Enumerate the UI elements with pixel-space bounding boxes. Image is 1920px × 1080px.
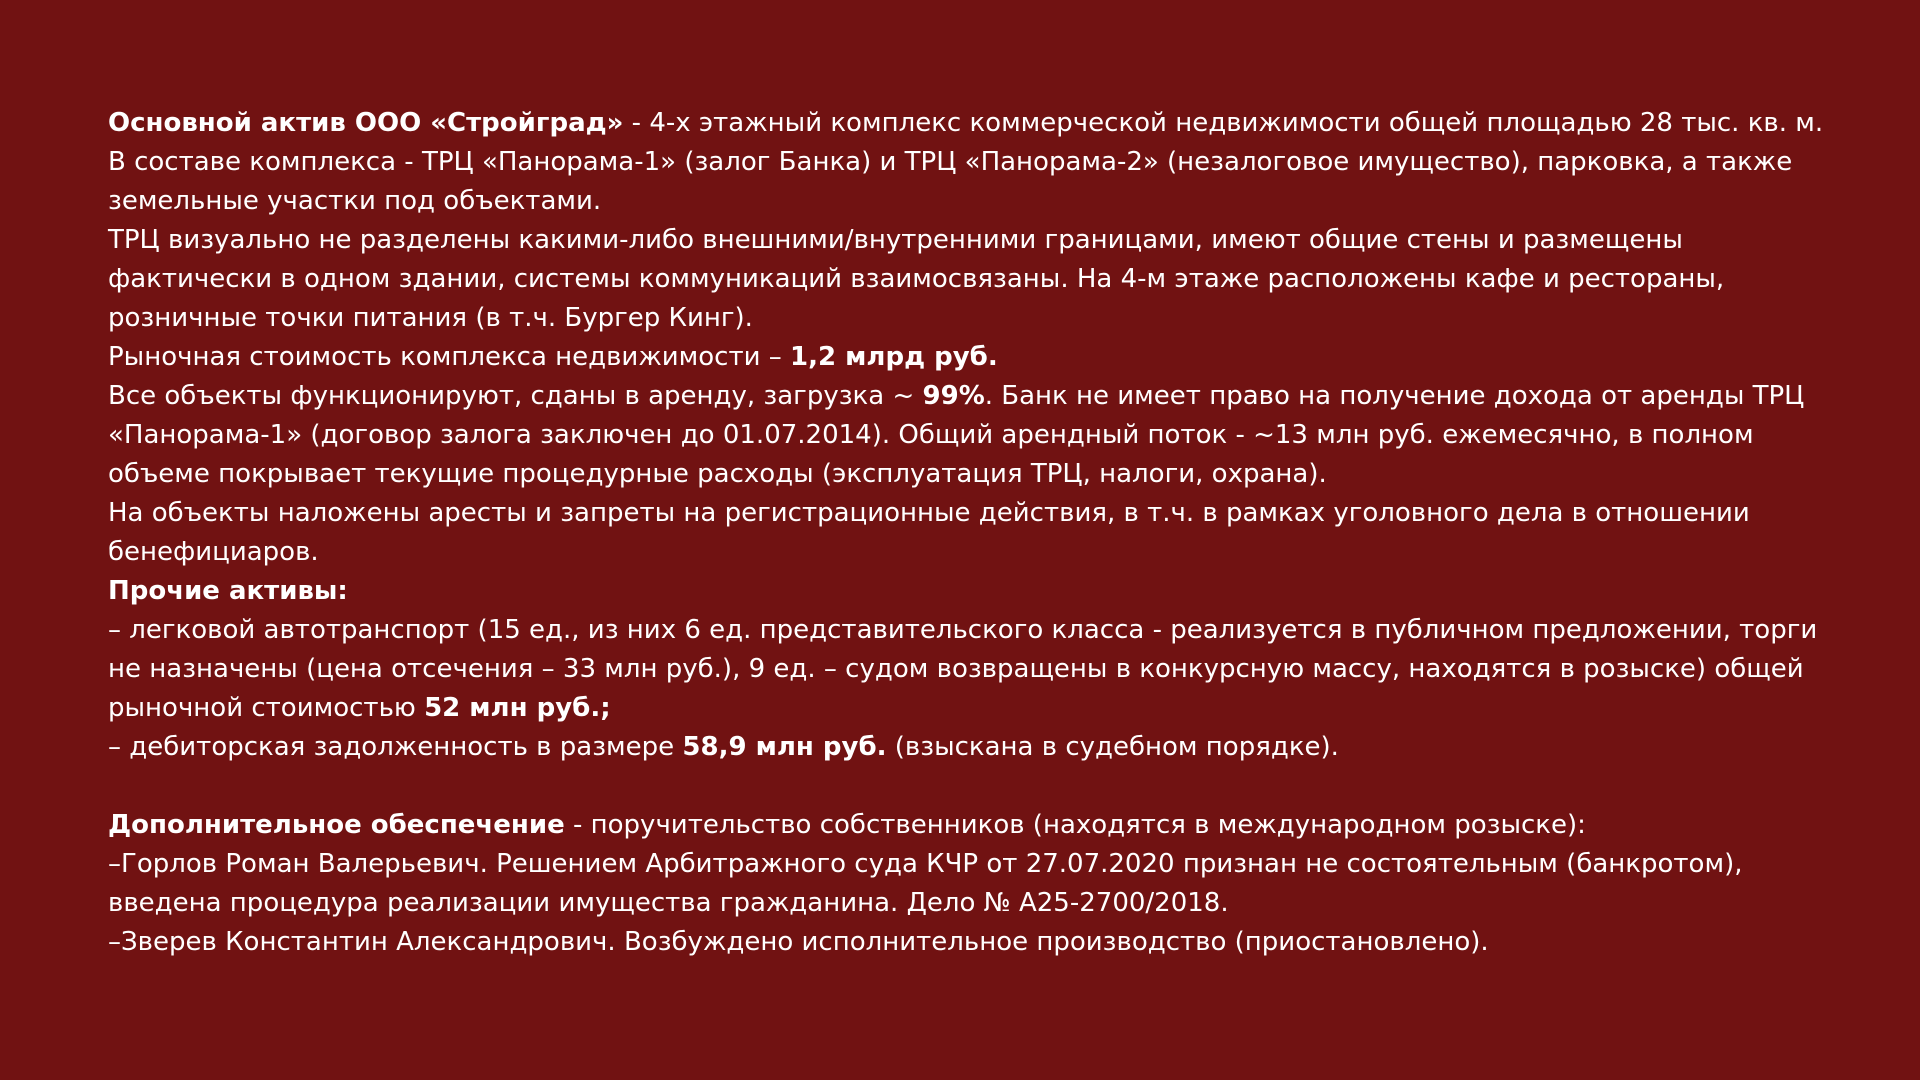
other-assets-heading-paragraph xyxy=(108,572,1828,611)
main-asset-layout: ТРЦ визуально не разделены какими-либо внешними/внутренними границами, имеют общие стены и размещены фактически в одном здании, системы коммуникаций взаимосвязаны. На 4-м этаже расположены кафе и рестораны, розничные точки питания (в т.ч. Бургер Кинг). xyxy=(108,225,1725,333)
additional-security-paragraph xyxy=(108,806,1828,845)
main-asset-heading: Основной актив ООО «Стройград» xyxy=(108,108,624,138)
additional-security-heading: Дополнительное обеспечение xyxy=(108,810,565,840)
market-value-paragraph xyxy=(108,338,1828,377)
other-assets-heading: Прочие активы: xyxy=(108,576,348,606)
main-asset-composition: В составе комплекса - ТРЦ «Панорама-1» (залог Банка) и ТРЦ «Панорама-2» (незалоговое имущество), парковка, а также земельные участки под объектами. xyxy=(108,147,1793,216)
occupancy-details: . Банк не имеет право на получение дохода от аренды ТРЦ «Панорама-1» (договор залога заключен до 01.07.2014). Общий арендный поток - ~13 млн руб. ежемесячно, в полном объеме покрывает текущие процедурные расходы (эксплуатация ТРЦ, налоги, охрана). xyxy=(108,381,1805,489)
paragraph-spacer xyxy=(108,767,1828,806)
vehicles-text: – легковой автотранспорт (15 ед., из них 6 ед. представительского класса - реализуется в публичном предложении, торги не назначены (цена отсечения – 33 млн руб.), 9 ед. – судом возвращены в конкурсную массу, находятся в розыске) общей рыночной стоимостью xyxy=(108,615,1818,723)
restrictions-paragraph: На объекты наложены аресты и запреты на регистрационные действия, в т.ч. в рамках уголовного дела в отношении бенефициаров. xyxy=(108,498,1750,567)
vehicles-paragraph xyxy=(108,611,1828,728)
vehicles-value: 52 млн руб.; xyxy=(424,693,611,723)
guarantor-2: –Зверев Константин Александрович. Возбуждено исполнительное производство (приостановлено). xyxy=(108,927,1489,957)
receivables-text: – дебиторская задолженность в размере xyxy=(108,732,683,762)
occupancy-value: 99% xyxy=(922,381,985,411)
main-asset-intro: - 4-х этажный комплекс коммерческой недвижимости общей площадью 28 тыс. кв. м. xyxy=(623,108,1824,138)
slide-body xyxy=(108,104,1828,962)
receivables-note: (взыскана в судебном порядке). xyxy=(886,732,1339,762)
market-value: 1,2 млрд руб. xyxy=(790,342,998,372)
occupancy-paragraph xyxy=(108,377,1828,494)
guarantor-1: –Горлов Роман Валерьевич. Решением Арбитражного суда КЧР от 27.07.2020 признан не состоятельным (банкротом), введена процедура реализации имущества гражданина. Дело № А25-2700/2018. xyxy=(108,849,1743,918)
market-value-label: Рыночная стоимость комплекса недвижимости – xyxy=(108,342,791,372)
main-asset-intro-paragraph xyxy=(108,104,1828,143)
receivables-paragraph xyxy=(108,728,1828,767)
occupancy-label: Все объекты функционируют, сданы в аренду, загрузка ~ xyxy=(108,381,923,411)
receivables-value: 58,9 млн руб. xyxy=(682,732,887,762)
additional-security-intro: - поручительство собственников (находятся в международном розыске): xyxy=(564,810,1586,840)
